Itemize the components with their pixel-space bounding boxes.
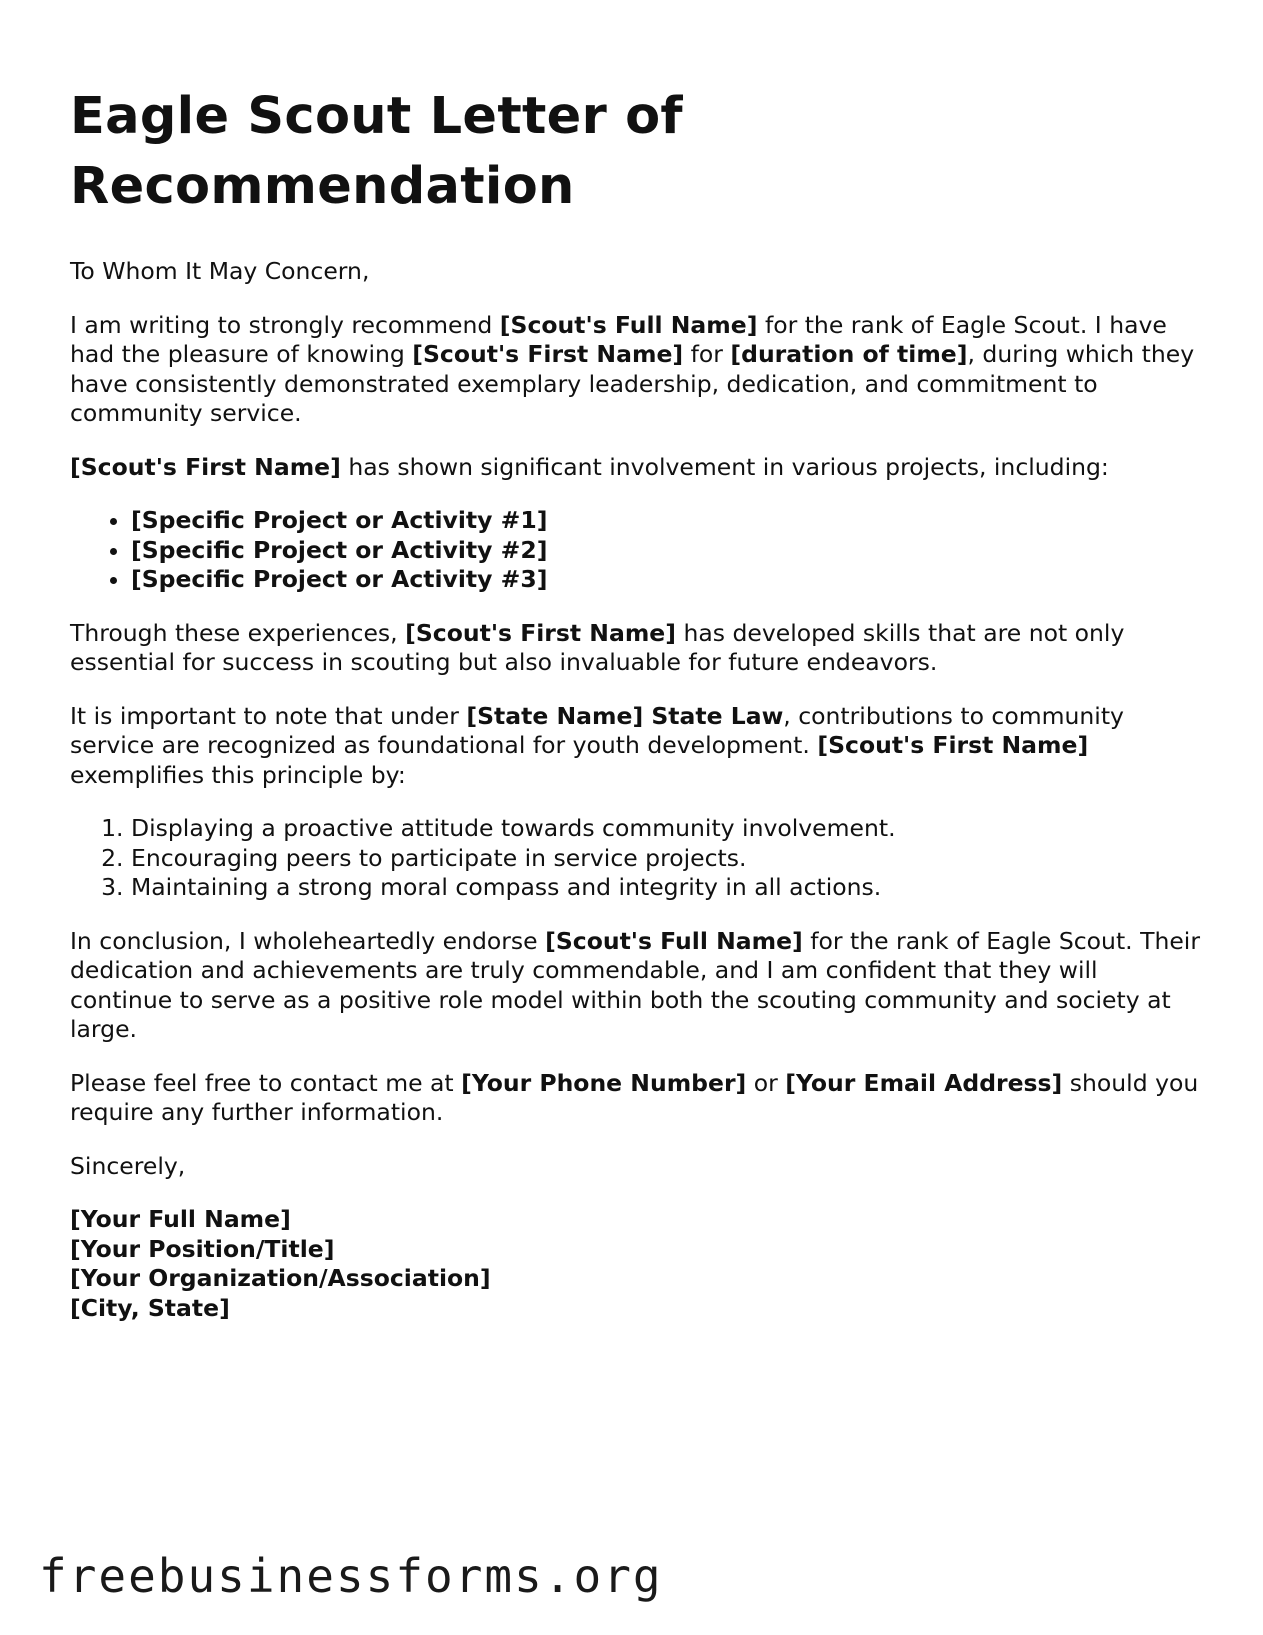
- scout-first-name-placeholder: [Scout's First Name]: [412, 340, 684, 368]
- page-title: Eagle Scout Letter of Recommendation: [70, 87, 683, 216]
- scout-full-name-placeholder: [Scout's Full Name]: [545, 926, 803, 955]
- involvement-paragraph: [70, 453, 1200, 483]
- list-item: [131, 506, 1200, 536]
- scout-full-name-placeholder: [Scout's Full Name]: [499, 310, 758, 339]
- involvement-text: has shown significant involvement in various projects, including:: [340, 452, 1109, 481]
- scout-first-name-placeholder: [Scout's First Name]: [405, 618, 676, 647]
- list-item: 1. Displaying a proactive attitude towards community involvement.: [131, 814, 1200, 844]
- intro-text-3: for: [683, 340, 731, 368]
- letter-page: [70, 82, 1200, 1323]
- principles-list: [70, 814, 1200, 903]
- scout-first-name-placeholder: [Scout's First Name]: [70, 452, 341, 481]
- state-law-text-2: , contributions to community service are recognized as foundational for youth development.: [70, 701, 1124, 759]
- conclusion-text-1: In conclusion, I wholeheartedly endorse: [70, 926, 546, 955]
- state-law-placeholder: [State Name] State Law: [466, 701, 784, 730]
- intro-text-1: I am writing to strongly recommend: [70, 310, 500, 339]
- list-item: [131, 565, 1200, 595]
- contact-text-3: should you require any further information.: [70, 1068, 1199, 1126]
- projects-list: [70, 506, 1200, 595]
- state-law-paragraph: [70, 702, 1200, 791]
- contact-paragraph: [70, 1069, 1200, 1128]
- skills-text-1: Through these experiences,: [70, 618, 406, 647]
- project-placeholder: [Specific Project or Activity #1]: [131, 506, 548, 534]
- contact-text-1: Please feel free to contact me at: [70, 1068, 462, 1097]
- salutation: To Whom It May Concern,: [70, 257, 370, 285]
- signer-organization: [Your Organization/Association]: [70, 1264, 491, 1292]
- list-item: 3. Maintaining a strong moral compass and integrity in all actions.: [131, 873, 1200, 903]
- signer-position: [Your Position/Title]: [70, 1234, 335, 1263]
- project-placeholder: [Specific Project or Activity #2]: [131, 535, 548, 564]
- scout-first-name-placeholder: [Scout's First Name]: [817, 731, 1089, 759]
- intro-text-4: , during which they have consistently demonstrated exemplary leadership, dedication, and commitment to community service.: [70, 340, 1195, 427]
- watermark: freebusinessforms.org: [39, 1549, 663, 1603]
- phone-placeholder: [Your Phone Number]: [461, 1068, 747, 1097]
- email-placeholder: [Your Email Address]: [785, 1068, 1063, 1097]
- list-item: [131, 536, 1200, 566]
- contact-text-2: or: [746, 1068, 786, 1097]
- duration-placeholder: [duration of time]: [730, 340, 968, 368]
- intro-paragraph: [70, 311, 1200, 429]
- state-law-text-3: exemplifies this principle by:: [70, 760, 406, 789]
- signer-location: [City, State]: [70, 1293, 230, 1322]
- state-law-text-1: It is important to note that under: [70, 701, 467, 730]
- project-placeholder: [Specific Project or Activity #3]: [131, 565, 548, 593]
- intro-text-2: for the rank of Eagle Scout. I have had the pleasure of knowing: [70, 310, 1167, 368]
- conclusion-paragraph: [70, 927, 1200, 1045]
- skills-text-2: has developed skills that are not only essential for success in scouting but also invaluable for future endeavors.: [70, 618, 1125, 676]
- closing: Sincerely,: [70, 1151, 186, 1180]
- signature-block: [70, 1205, 1200, 1323]
- conclusion-text-2: for the rank of Eagle Scout. Their dedication and achievements are truly commendable, and I am confident that they will continue to serve as a positive role model within both the scouting community and society at large.: [70, 926, 1200, 1043]
- signer-name: [Your Full Name]: [70, 1205, 291, 1233]
- list-item: 2. Encouraging peers to participate in service projects.: [131, 844, 1200, 874]
- skills-paragraph: [70, 619, 1200, 678]
